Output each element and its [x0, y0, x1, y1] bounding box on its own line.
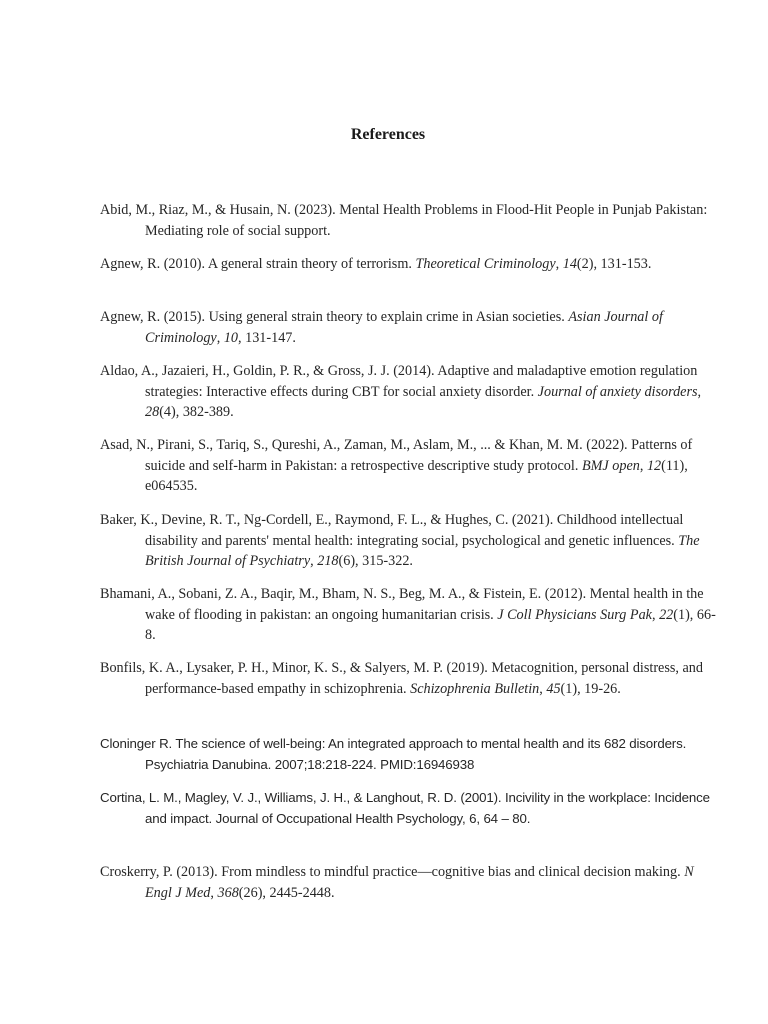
reference-entry	[100, 254, 723, 275]
reference-entry	[100, 200, 723, 241]
reference-italic-text: The British Journal of Psychiatry	[145, 532, 700, 569]
reference-italic-text: 10	[223, 329, 239, 346]
reference-italic-text: BMJ open	[581, 457, 640, 474]
reference-text: ,	[555, 256, 563, 272]
reference-text: (11), e064535.	[145, 457, 688, 494]
reference-text: ,	[210, 884, 218, 901]
reference-italic-text: 22	[659, 606, 674, 623]
reference-text: (4), 382-389.	[159, 404, 234, 420]
reference-text: Bonfils, K. A., Lysaker, P. H., Minor, K. S., & Salyers, M. P. (2019). Metacognition, personal distress, and performance-based empathy in schizophrenia.	[100, 660, 703, 697]
reference-text: Croskerry, P. (2013). From mindless to mindful practice—cognitive bias and clinical decision making.	[100, 864, 685, 880]
reference-italic-text: 368	[217, 884, 239, 901]
page-title: References	[350, 126, 426, 143]
reference-text: (26), 2445-2448.	[238, 884, 335, 901]
reference-italic-text: 12	[646, 457, 662, 474]
reference-text: Cloninger R. The science of well-being: An integrated approach to mental health and its 682 disorders. Psychiatria Danubina. 2007;18:218-224. PMID:16946938	[100, 736, 687, 772]
reference-text: Baker, K., Devine, R. T., Ng-Cordell, E., Raymond, F. L., & Hughes, C. (2021). Childhood intellectual disability and parents' mental health: integrating social, psychological and genetic influences.	[100, 512, 684, 549]
reference-entry	[100, 510, 723, 572]
reference-entry	[100, 734, 723, 775]
reference-entry	[100, 435, 723, 497]
reference-entry	[100, 788, 723, 829]
reference-text: ,	[216, 329, 224, 346]
reference-italic-text: 45	[546, 680, 561, 697]
reference-text: Cortina, L. M., Magley, V. J., Williams, J. H., & Langhout, R. D. (2001). Incivility in the workplace: Incidence and impact. Journal of Occupational Health Psychology, 6, 64 – 80.	[100, 790, 710, 826]
reference-text: Abid, M., Riaz, M., & Husain, N. (2023). Mental Health Problems in Flood-Hit People in Punjab Pakistan: Mediating role of social support.	[100, 202, 708, 239]
reference-italic-text: Theoretical Criminology	[415, 256, 556, 272]
reference-entry	[100, 658, 723, 699]
reference-entry	[100, 862, 723, 903]
reference-entry	[100, 584, 723, 646]
reference-text: Agnew, R. (2015). Using general strain theory to explain crime in Asian societies.	[100, 309, 569, 325]
reference-text: Bhamani, A., Sobani, Z. A., Baqir, M., Bham, N. S., Beg, M. A., & Fistein, E. (2012). Mental health in the wake of flooding in pakistan: an ongoing humanitarian crisis.	[100, 586, 704, 623]
reference-italic-text: Journal of anxiety disorders	[537, 383, 698, 400]
reference-italic-text: Asian Journal of Criminology	[145, 309, 663, 346]
reference-text: Asad, N., Pirani, S., Tariq, S., Qureshi, A., Zaman, M., Aslam, M., ... & Khan, M. M. (2022). Patterns of suicide and self-harm in Pakistan: a retrospective descriptive study protocol.	[100, 437, 693, 474]
reference-text: (1), 66-8.	[145, 606, 716, 643]
reference-text: (2), 131-153.	[576, 256, 652, 272]
reference-italic-text: 28	[145, 404, 160, 420]
reference-entry	[100, 361, 723, 423]
reference-italic-text: 14	[562, 256, 577, 272]
reference-entry	[100, 307, 723, 348]
reference-text: (6), 315-322.	[338, 553, 413, 569]
reference-text: ,	[639, 457, 647, 474]
reference-text: Agnew, R. (2010). A general strain theory of terrorism.	[100, 256, 416, 272]
reference-text: ,	[539, 680, 547, 697]
reference-italic-text: Schizophrenia Bulletin	[410, 680, 540, 697]
reference-text: ,	[651, 606, 660, 623]
reference-italic-text: N Engl J Med	[145, 864, 694, 901]
reference-text: , 131-147.	[238, 329, 296, 346]
reference-text: (1), 19-26.	[560, 680, 621, 697]
reference-italic-text: 218	[317, 553, 339, 569]
reference-text: Aldao, A., Jazaieri, H., Goldin, P. R., & Gross, J. J. (2014). Adaptive and maladaptive emotion regulation strategies: Interactive effects during CBT for social anxiety disorder.	[100, 363, 698, 400]
reference-text: ,	[310, 553, 318, 569]
reference-italic-text: J Coll Physicians Surg Pak	[497, 606, 652, 623]
reference-text: ,	[697, 383, 702, 400]
